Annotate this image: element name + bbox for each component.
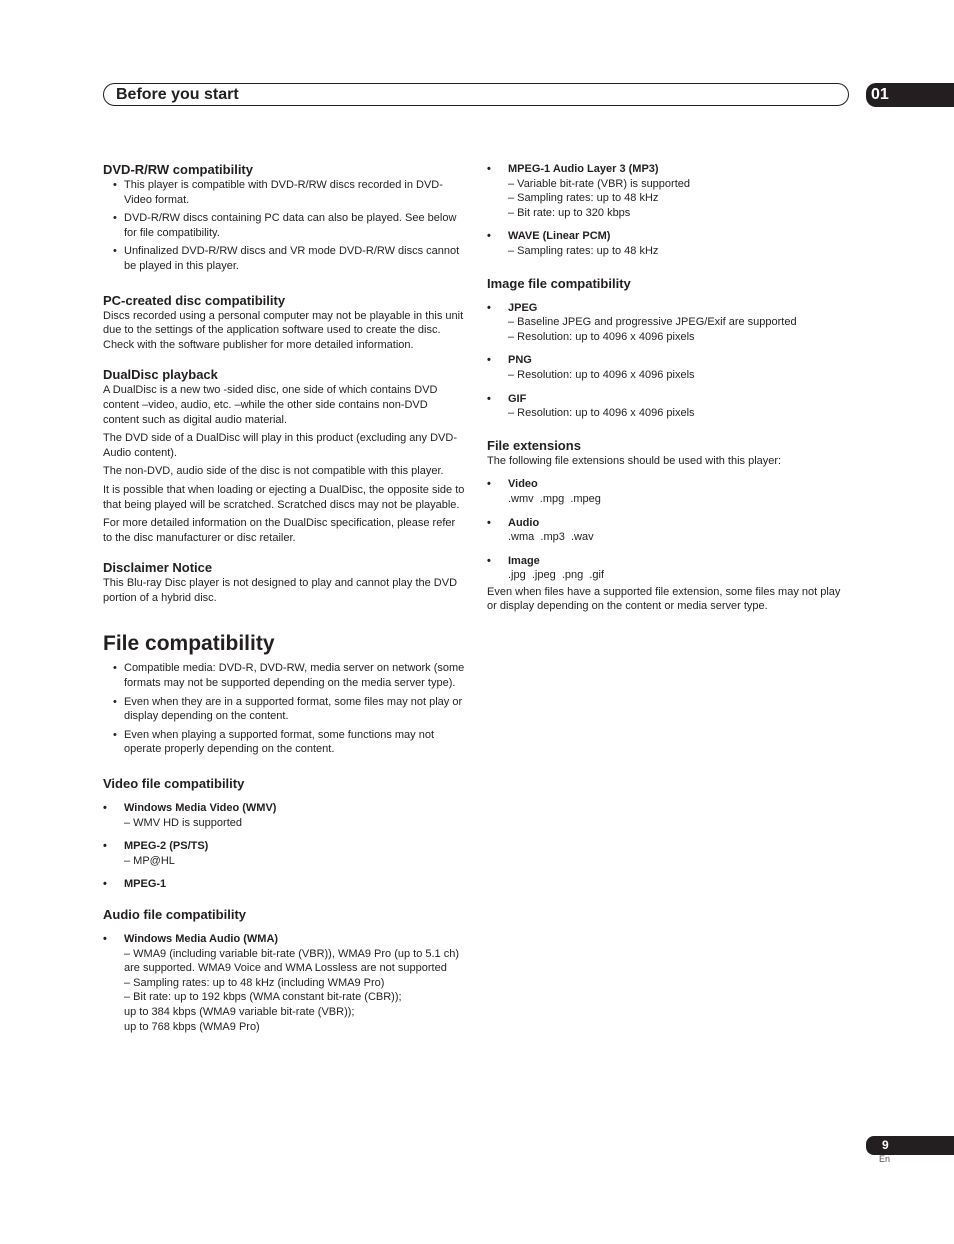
format-detail: – Sampling rates: up to 48 kHz xyxy=(508,192,659,205)
left-column xyxy=(103,162,465,1043)
dualdisc-paragraph: It is possible that when loading or ejecting a DualDisc, the opposite side to that being played will be scratched. Scratched discs may not be playable. xyxy=(103,483,465,511)
format-detail: – Bit rate: up to 192 kbps (WMA constant bit-rate (CBR)); xyxy=(124,991,402,1004)
format-name: MPEG-1 Audio Layer 3 (MP3) xyxy=(508,163,659,175)
audio-compat-heading: Audio file compatibility xyxy=(103,907,247,922)
format-name: Video xyxy=(508,478,538,491)
dualdisc-paragraph: For more detailed information on the DualDisc specification, please refer to the disc manufacturer or disc retailer. xyxy=(103,517,456,544)
list-item: • Unfinalized DVD-R/RW discs and VR mode DVD-R/RW discs cannot be played in this player. xyxy=(103,244,465,273)
format-name: WAVE (Linear PCM) xyxy=(508,230,611,243)
dualdisc-paragraph: The DVD side of a DualDisc will play in this product (excluding any DVD-Audio content). xyxy=(103,432,457,459)
format-detail: – Baseline JPEG and progressive JPEG/Exif are supported xyxy=(508,316,797,329)
format-detail: – Sampling rates: up to 48 kHz (including WMA9 Pro) xyxy=(124,976,385,989)
right-column xyxy=(487,162,849,614)
format-name: PNG xyxy=(508,354,532,367)
format-detail: .wma .mp3 .wav xyxy=(508,531,594,544)
dualdisc-heading: DualDisc playback xyxy=(103,367,218,383)
format-detail: – Resolution: up to 4096 x 4096 pixels xyxy=(508,407,695,420)
page-number: 9 xyxy=(866,1136,954,1155)
format-item: • MPEG-1 xyxy=(103,877,465,892)
format-detail: – Bit rate: up to 320 kbps xyxy=(508,206,631,219)
file-compat-title: File compatibility xyxy=(103,632,275,656)
format-item: • Audio .wma .mp3 .wav xyxy=(487,516,849,545)
list-item: • DVD-R/RW discs containing PC data can also be played. See below for file compatibility. xyxy=(103,211,465,240)
format-item: • Image .jpg .jpeg .png .gif xyxy=(487,554,849,583)
dvd-rw-list xyxy=(103,178,465,274)
format-item: • JPEG – Baseline JPEG and progressive JPEG/Exif are supported – Resolution: up to 4096 x 4096 pixels xyxy=(487,301,849,345)
file-extensions-note: Even when files have a supported file extension, some files may not play or display depending on the content or media server type. xyxy=(487,585,841,613)
format-detail: .wmv .mpg .mpeg xyxy=(508,492,601,505)
list-item: • Even when they are in a supported format, some files may not play or display depending on the content. xyxy=(103,695,465,724)
video-compat-heading: Video file compatibility xyxy=(103,776,245,792)
format-detail: – Resolution: up to 4096 x 4096 pixels xyxy=(508,368,695,381)
section-title: Before you start xyxy=(116,86,239,103)
format-detail: – WMV HD is supported xyxy=(124,816,242,829)
format-detail: up to 768 kbps (WMA9 Pro) xyxy=(124,1020,260,1033)
format-detail: – MP@HL xyxy=(124,854,175,867)
format-name: Windows Media Audio (WMA) xyxy=(124,933,279,945)
format-detail: up to 384 kbps (WMA9 variable bit-rate (VBR)); xyxy=(124,1005,355,1018)
format-item: • WAVE (Linear PCM) – Sampling rates: up to 48 kHz xyxy=(487,229,849,258)
list-item: • This player is compatible with DVD-R/RW discs recorded in DVD-Video format. xyxy=(103,178,465,207)
format-item: • Video .wmv .mpg .mpeg xyxy=(487,477,849,506)
format-detail: – Sampling rates: up to 48 kHz xyxy=(508,244,659,257)
pc-disc-text: Discs recorded using a personal computer may not be playable in this unit due to the settings of the application software used to create the disc. Check with the software publisher for more detailed information. xyxy=(103,309,464,351)
format-name: GIF xyxy=(508,392,527,405)
chapter-number: 01 xyxy=(866,83,954,107)
format-name: Windows Media Video (WMV) xyxy=(124,802,277,815)
page-language: En xyxy=(879,1154,891,1164)
pc-disc-heading: PC-created disc compatibility xyxy=(103,292,286,308)
section-header xyxy=(103,83,849,106)
dualdisc-paragraph: A DualDisc is a new two -sided disc, one side of which contains DVD content –video, audio, etc. –while the other side contains non-DVD content such as digital audio material. xyxy=(103,384,438,426)
dualdisc-paragraph: The non-DVD, audio side of the disc is not compatible with this player. xyxy=(103,465,444,478)
format-item: • Windows Media Video (WMV) – WMV HD is supported xyxy=(103,801,465,830)
format-item: • GIF – Resolution: up to 4096 x 4096 pixels xyxy=(487,392,849,421)
format-detail: .jpg .jpeg .png .gif xyxy=(508,569,605,582)
format-detail: – Resolution: up to 4096 x 4096 pixels xyxy=(508,330,695,343)
format-item: • Windows Media Audio (WMA) – WMA9 (including variable bit-rate (VBR)), WMA9 Pro (up to 5.1 ch) are supported. WMA9 Voice and WMA Lossless are not supported – Sampling rates: up to 48 kHz (including WMA9 Pro) – Bit rate: up to 192 kbps (WMA constant bit-rate (CBR)); up to 384 kbps (WMA9 variable bit-rate (VBR)); up to 768 kbps (WMA9 Pro) xyxy=(103,932,465,1034)
format-item: • MPEG-2 (PS/TS) – MP@HL xyxy=(103,839,465,868)
format-name: Audio xyxy=(508,516,540,529)
format-name: Image xyxy=(508,554,540,567)
disclaimer-text: This Blu-ray Disc player is not designed to play and cannot play the DVD portion of a hybrid disc. xyxy=(103,577,458,604)
file-compat-list xyxy=(103,661,465,757)
list-item: • Compatible media: DVD-R, DVD-RW, media server on network (some formats may not be supported depending on the media server type). xyxy=(103,661,465,690)
format-item: • PNG – Resolution: up to 4096 x 4096 pixels xyxy=(487,353,849,382)
dvd-rw-heading: DVD-R/RW compatibility xyxy=(103,162,253,177)
image-compat-heading: Image file compatibility xyxy=(487,275,631,291)
format-detail: – WMA9 (including variable bit-rate (VBR)), WMA9 Pro (up to 5.1 ch) are supported. WMA9 Voice and WMA Lossless are not supported xyxy=(124,947,460,975)
file-extensions-intro: The following file extensions should be used with this player: xyxy=(487,454,782,467)
format-name: MPEG-1 xyxy=(124,878,167,891)
disclaimer-heading: Disclaimer Notice xyxy=(103,560,213,576)
file-extensions-heading: File extensions xyxy=(487,437,581,453)
format-detail: – Variable bit-rate (VBR) is supported xyxy=(508,177,690,190)
format-name: JPEG xyxy=(508,301,538,314)
format-name: MPEG-2 (PS/TS) xyxy=(124,840,209,853)
list-item: • Even when playing a supported format, some functions may not operate properly depending on the content. xyxy=(103,728,465,757)
format-item: • MPEG-1 Audio Layer 3 (MP3) – Variable bit-rate (VBR) is supported – Sampling rates: up to 48 kHz – Bit rate: up to 320 kbps xyxy=(487,162,849,220)
